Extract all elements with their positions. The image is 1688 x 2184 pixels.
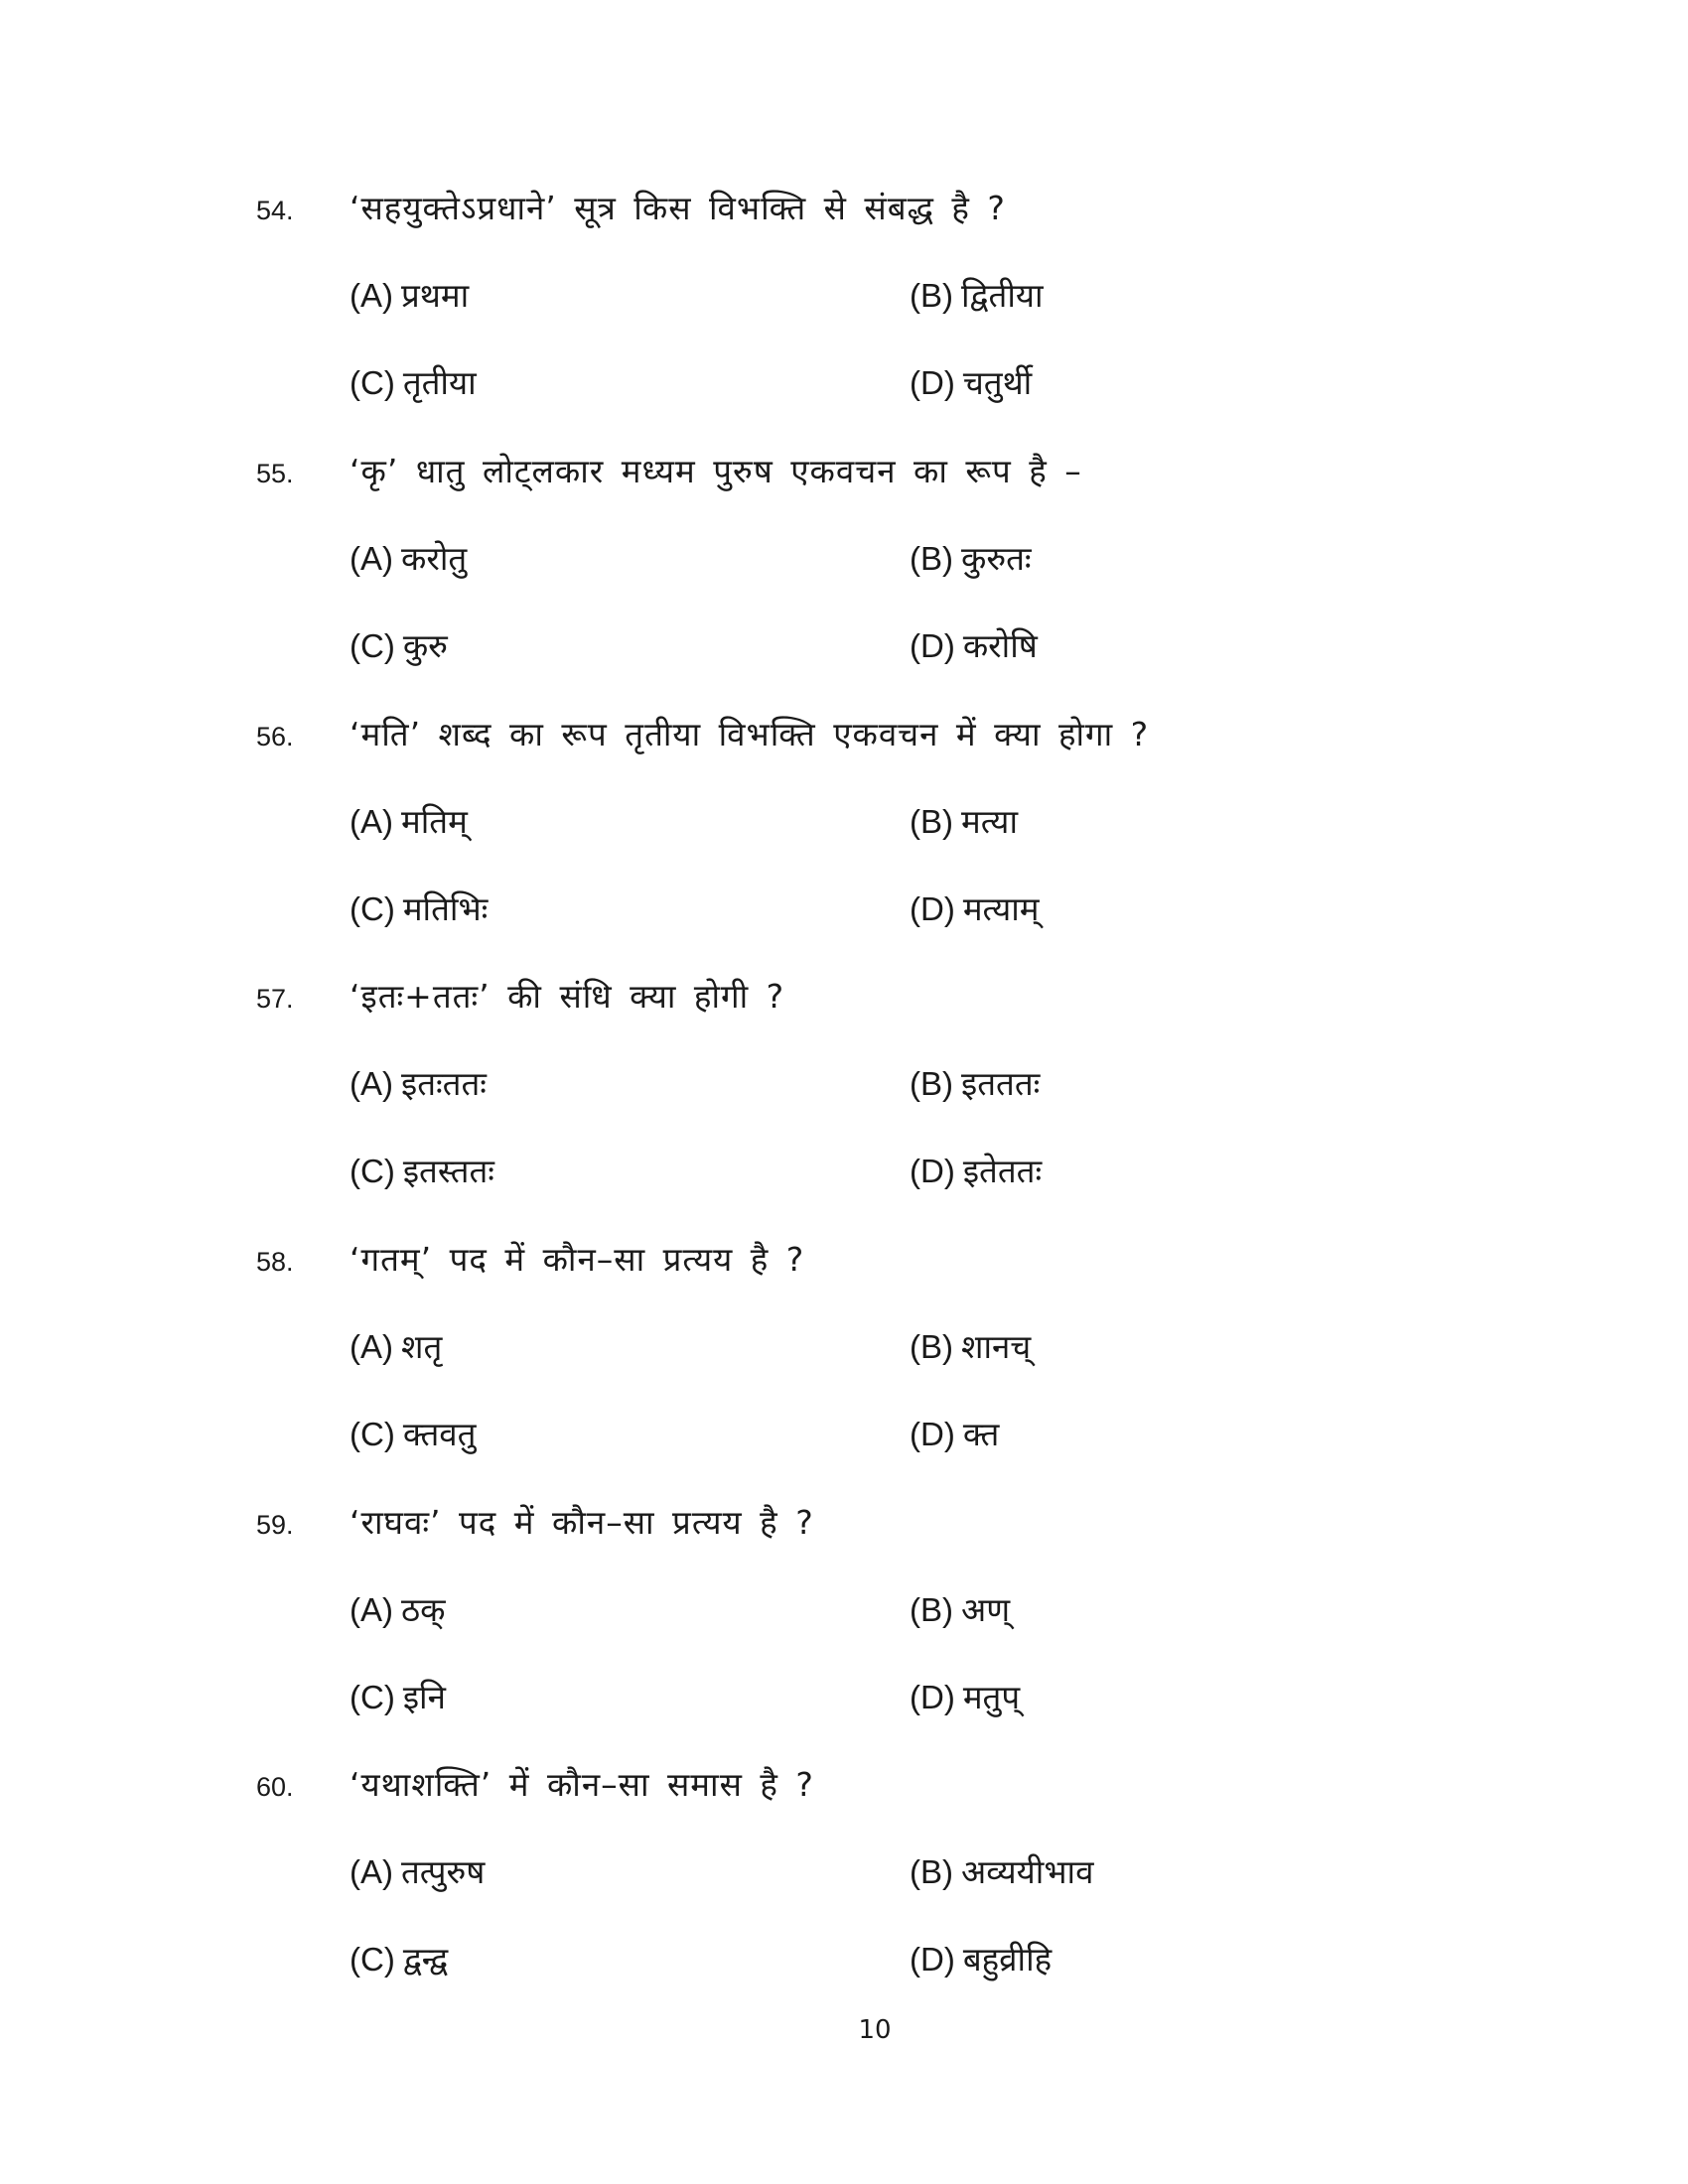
option-text: अण् bbox=[961, 1590, 1011, 1629]
question-number: 57. bbox=[256, 984, 294, 1014]
option-text: इतस्ततः bbox=[402, 1152, 494, 1190]
option-text: ठक् bbox=[401, 1590, 446, 1629]
option-text: मतिभिः bbox=[402, 889, 489, 928]
option-text: तृतीया bbox=[402, 363, 477, 402]
option-text: मतुप् bbox=[962, 1678, 1021, 1716]
option-c bbox=[350, 886, 488, 933]
option-label: (B) bbox=[910, 803, 953, 840]
question-57 bbox=[0, 979, 1688, 1227]
option-a bbox=[350, 1060, 487, 1108]
option-b bbox=[910, 798, 1018, 846]
question-number: 55. bbox=[256, 459, 294, 488]
question-59 bbox=[0, 1505, 1688, 1753]
option-b bbox=[910, 1848, 1093, 1896]
question-text: ‘कृ’ धातु लोट्लकार मध्यम पुरुष एकवचन का रूप है – bbox=[350, 452, 1082, 490]
option-label: (B) bbox=[910, 1328, 953, 1365]
option-label: (B) bbox=[910, 1591, 953, 1628]
option-text: द्वितीया bbox=[961, 276, 1044, 315]
option-text: मत्या bbox=[961, 802, 1018, 841]
option-text: शतृ bbox=[401, 1327, 443, 1366]
option-text: करोतु bbox=[401, 539, 468, 578]
question-58 bbox=[0, 1242, 1688, 1490]
option-label: (C) bbox=[350, 1941, 395, 1978]
question-text: ‘राघवः’ पद में कौन–सा प्रत्यय है ? bbox=[350, 1503, 814, 1542]
option-text: अव्ययीभाव bbox=[961, 1852, 1094, 1891]
option-text: कुरु bbox=[402, 626, 448, 665]
option-text: द्वन्द्व bbox=[402, 1940, 449, 1979]
option-b bbox=[910, 1060, 1040, 1108]
question-text: ‘मति’ शब्द का रूप तृतीया विभक्ति एकवचन में क्या होगा ? bbox=[350, 715, 1150, 753]
option-label: (A) bbox=[350, 1591, 393, 1628]
page-number: 10 bbox=[858, 2015, 892, 2045]
option-c bbox=[350, 359, 477, 407]
option-label: (D) bbox=[910, 627, 955, 664]
option-a bbox=[350, 535, 467, 583]
option-label: (C) bbox=[350, 1679, 395, 1715]
option-text: प्रथमा bbox=[401, 276, 470, 315]
option-label: (A) bbox=[350, 1328, 393, 1365]
option-text: चतुर्थी bbox=[962, 363, 1033, 402]
option-text: इतेततः bbox=[962, 1152, 1043, 1190]
question-text: ‘सहयुक्तेऽप्रधाने’ सूत्र किस विभक्ति से संबद्ध है ? bbox=[350, 189, 1006, 227]
option-c bbox=[350, 622, 448, 670]
option-label: (B) bbox=[910, 540, 953, 577]
question-56 bbox=[0, 717, 1688, 965]
option-d bbox=[910, 1936, 1052, 1983]
question-55 bbox=[0, 454, 1688, 702]
option-label: (C) bbox=[350, 627, 395, 664]
question-text: ‘गतम्’ पद में कौन–सा प्रत्यय है ? bbox=[350, 1240, 805, 1279]
option-c bbox=[350, 1148, 494, 1195]
option-text: कुरुतः bbox=[961, 539, 1032, 578]
question-number: 60. bbox=[256, 1772, 294, 1802]
option-c bbox=[350, 1411, 476, 1458]
option-text: इतततः bbox=[961, 1064, 1041, 1103]
option-c bbox=[350, 1936, 448, 1983]
option-label: (D) bbox=[910, 1679, 955, 1715]
option-label: (D) bbox=[910, 890, 955, 927]
option-label: (D) bbox=[910, 1941, 955, 1978]
option-text: मत्याम् bbox=[962, 889, 1040, 928]
option-b bbox=[910, 1323, 1031, 1371]
option-label: (D) bbox=[910, 1416, 955, 1452]
option-a bbox=[350, 1848, 485, 1896]
option-text: करोषि bbox=[962, 626, 1038, 665]
option-d bbox=[910, 1411, 999, 1458]
option-text: बहुव्रीहि bbox=[962, 1940, 1053, 1979]
option-label: (A) bbox=[350, 540, 393, 577]
question-number: 58. bbox=[256, 1247, 294, 1277]
option-label: (B) bbox=[910, 277, 953, 314]
option-a bbox=[350, 272, 469, 320]
option-text: शानच् bbox=[961, 1327, 1032, 1366]
option-label: (C) bbox=[350, 1153, 395, 1189]
option-text: तत्पुरुष bbox=[401, 1852, 486, 1891]
option-text: क्त bbox=[962, 1415, 1000, 1453]
option-b bbox=[910, 1586, 1010, 1634]
option-label: (C) bbox=[350, 364, 395, 401]
option-label: (A) bbox=[350, 277, 393, 314]
option-label: (B) bbox=[910, 1065, 953, 1102]
option-d bbox=[910, 1148, 1042, 1195]
option-label: (B) bbox=[910, 1853, 953, 1890]
option-b bbox=[910, 535, 1032, 583]
question-text: ‘इतः+ततः’ की संधि क्या होगी ? bbox=[350, 977, 785, 1016]
option-c bbox=[350, 1674, 446, 1721]
option-label: (A) bbox=[350, 1065, 393, 1102]
option-text: इनि bbox=[402, 1678, 446, 1716]
option-label: (D) bbox=[910, 1153, 955, 1189]
option-a bbox=[350, 1586, 446, 1634]
option-d bbox=[910, 622, 1038, 670]
option-b bbox=[910, 272, 1044, 320]
question-number: 56. bbox=[256, 722, 294, 751]
option-label: (A) bbox=[350, 1853, 393, 1890]
question-54 bbox=[0, 191, 1688, 439]
option-d bbox=[910, 1674, 1020, 1721]
question-number: 54. bbox=[256, 196, 294, 225]
question-text: ‘यथाशक्ति’ में कौन–सा समास है ? bbox=[350, 1765, 814, 1804]
option-d bbox=[910, 886, 1040, 933]
option-label: (C) bbox=[350, 1416, 395, 1452]
option-a bbox=[350, 1323, 442, 1371]
option-text: इतःततः bbox=[401, 1064, 487, 1103]
option-label: (C) bbox=[350, 890, 395, 927]
option-text: क्तवतु bbox=[402, 1415, 477, 1453]
option-label: (A) bbox=[350, 803, 393, 840]
option-text: मतिम् bbox=[401, 802, 468, 841]
option-d bbox=[910, 359, 1032, 407]
option-a bbox=[350, 798, 468, 846]
question-number: 59. bbox=[256, 1510, 294, 1540]
option-label: (D) bbox=[910, 364, 955, 401]
question-60 bbox=[0, 1767, 1688, 2015]
